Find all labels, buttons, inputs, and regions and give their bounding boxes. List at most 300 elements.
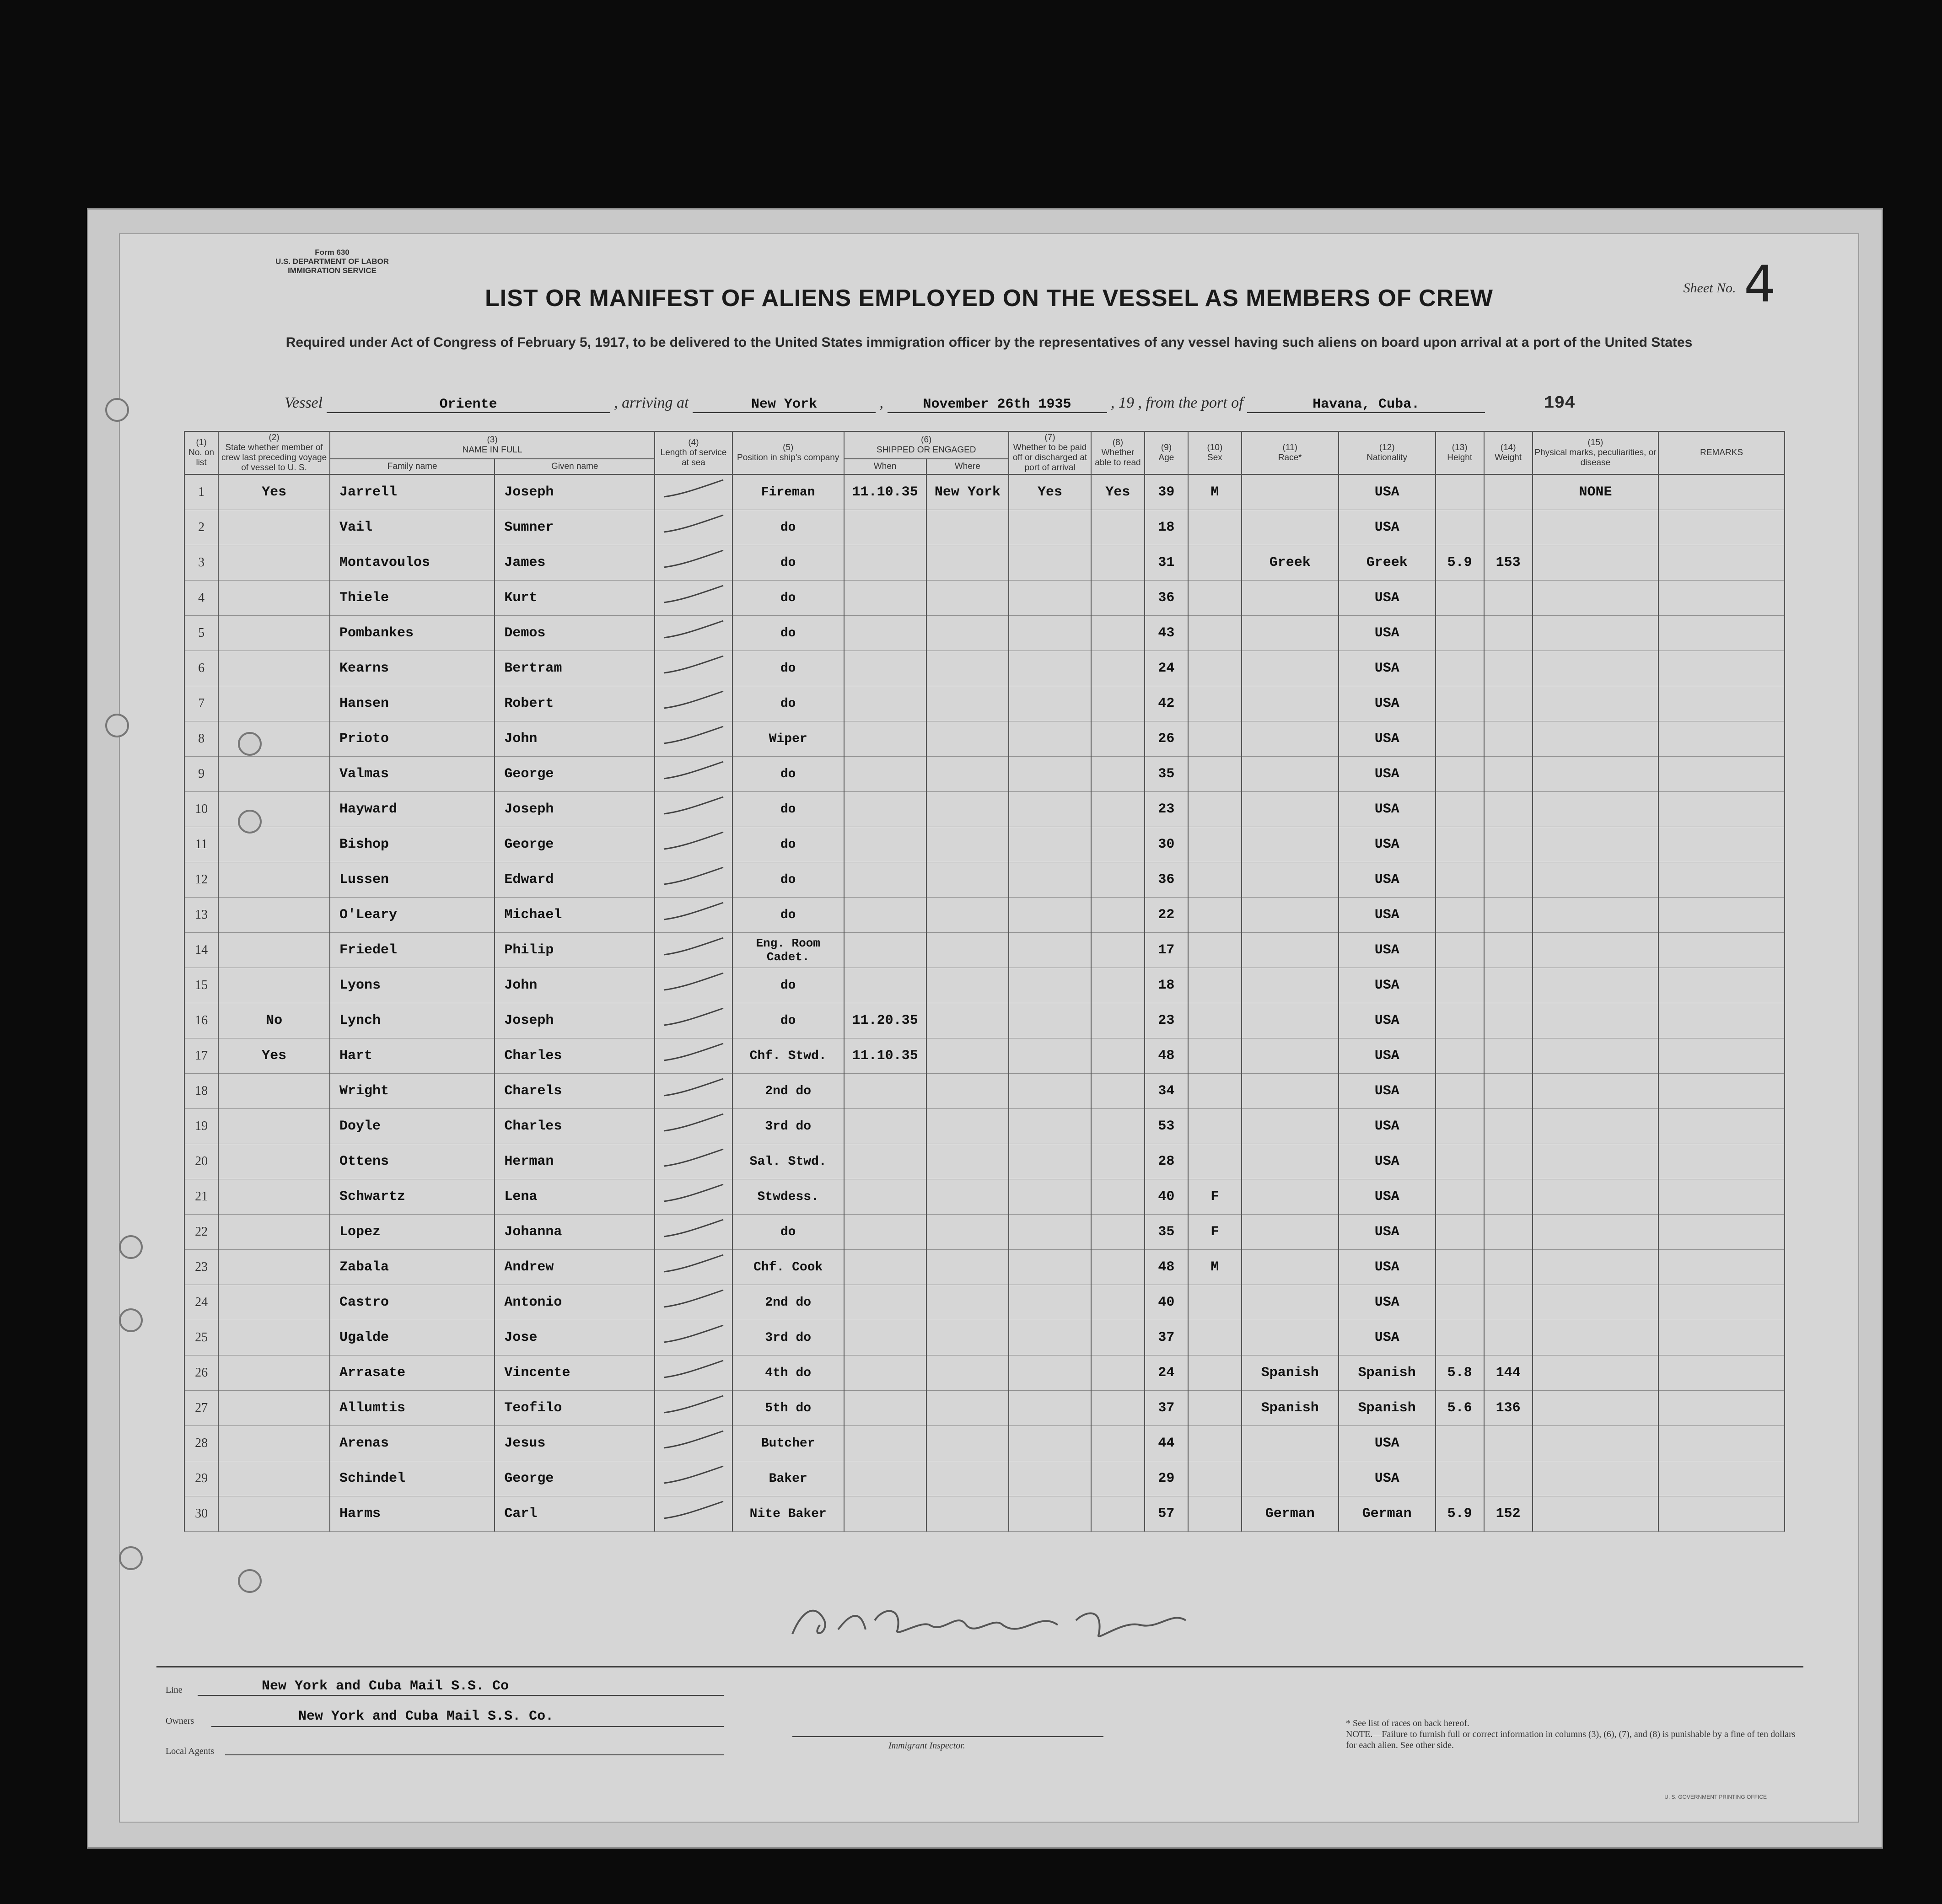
height-cell <box>1436 862 1484 898</box>
height-cell <box>1436 721 1484 757</box>
paid-off-cell <box>1009 581 1091 616</box>
table-row <box>184 1074 1785 1109</box>
given-name-cell: Robert <box>495 686 655 721</box>
family-name-cell: Arrasate <box>330 1355 495 1391</box>
remarks-cell <box>1658 1038 1785 1074</box>
row-number: 7 <box>184 686 218 721</box>
previous-voyage-cell <box>218 510 330 545</box>
nationality-cell: USA <box>1339 474 1436 510</box>
height-cell <box>1436 1285 1484 1320</box>
weight-cell <box>1484 1038 1533 1074</box>
table-row <box>184 1285 1785 1320</box>
race-cell <box>1242 686 1339 721</box>
table-row <box>184 616 1785 651</box>
family-name-cell: Hansen <box>330 686 495 721</box>
position-cell: do <box>732 686 844 721</box>
previous-voyage-cell <box>218 1496 330 1532</box>
previous-voyage-cell <box>218 933 330 968</box>
service-length-cell <box>655 1426 732 1461</box>
nationality-cell: USA <box>1339 510 1436 545</box>
shipped-when-cell <box>844 721 926 757</box>
year-label: , 19 <box>1111 394 1134 411</box>
shipped-when-cell: 11.10.35 <box>844 474 926 510</box>
row-number: 17 <box>184 1038 218 1074</box>
able-to-read-cell <box>1091 616 1145 651</box>
nationality-cell: USA <box>1339 1320 1436 1355</box>
race-cell <box>1242 510 1339 545</box>
family-name-cell: Lussen <box>330 862 495 898</box>
table-row <box>184 474 1785 510</box>
shipped-where-cell <box>926 1496 1009 1532</box>
able-to-read-cell <box>1091 1250 1145 1285</box>
nationality-cell: USA <box>1339 1179 1436 1215</box>
nationality-cell: USA <box>1339 757 1436 792</box>
sex-cell <box>1188 1109 1242 1144</box>
age-cell: 39 <box>1145 474 1188 510</box>
race-cell: Spanish <box>1242 1355 1339 1391</box>
binder-hole <box>238 810 262 834</box>
able-to-read-cell <box>1091 1109 1145 1144</box>
age-cell: 36 <box>1145 862 1188 898</box>
race-cell <box>1242 1320 1339 1355</box>
physical-marks-cell <box>1533 616 1659 651</box>
service-length-cell <box>655 757 732 792</box>
height-cell <box>1436 651 1484 686</box>
table-row <box>184 933 1785 968</box>
remarks-cell <box>1658 581 1785 616</box>
family-name-cell: Lyons <box>330 968 495 1003</box>
age-cell: 30 <box>1145 827 1188 862</box>
previous-voyage-cell <box>218 1355 330 1391</box>
shipped-when-cell <box>844 1391 926 1426</box>
physical-marks-cell <box>1533 1461 1659 1496</box>
age-cell: 31 <box>1145 545 1188 581</box>
physical-marks-cell <box>1533 1320 1659 1355</box>
service-length-cell <box>655 510 732 545</box>
paid-off-cell <box>1009 1355 1091 1391</box>
height-cell: 5.9 <box>1436 545 1484 581</box>
shipped-where-cell <box>926 757 1009 792</box>
remarks-cell <box>1658 545 1785 581</box>
paid-off-cell <box>1009 1074 1091 1109</box>
table-row <box>184 1461 1785 1496</box>
col-header-family-name: Family name <box>330 459 495 474</box>
physical-marks-cell <box>1533 1250 1659 1285</box>
position-cell: Butcher <box>732 1426 844 1461</box>
shipped-where-cell <box>926 827 1009 862</box>
paid-off-cell <box>1009 1038 1091 1074</box>
previous-voyage-cell <box>218 545 330 581</box>
table-row <box>184 898 1785 933</box>
nationality-cell: USA <box>1339 1426 1436 1461</box>
remarks-cell <box>1658 1109 1785 1144</box>
nationality-cell: USA <box>1339 721 1436 757</box>
physical-marks-cell: NONE <box>1533 474 1659 510</box>
previous-voyage-cell <box>218 827 330 862</box>
height-cell <box>1436 581 1484 616</box>
previous-voyage-cell <box>218 757 330 792</box>
remarks-cell <box>1658 510 1785 545</box>
remarks-cell <box>1658 721 1785 757</box>
service-length-cell <box>655 1144 732 1179</box>
able-to-read-cell <box>1091 792 1145 827</box>
race-cell <box>1242 757 1339 792</box>
family-name-cell: Ottens <box>330 1144 495 1179</box>
footer <box>156 1666 1803 1805</box>
from-label: , from the port of <box>1138 394 1243 411</box>
shipped-when-cell <box>844 862 926 898</box>
col-header-remarks: REMARKS <box>1658 431 1785 474</box>
form-identifier <box>275 248 389 275</box>
position-cell: do <box>732 757 844 792</box>
weight-cell <box>1484 1461 1533 1496</box>
race-cell <box>1242 968 1339 1003</box>
sex-cell <box>1188 757 1242 792</box>
voyage-line: Vessel Oriente , arriving at New York , November 26th 1935 , 19 , from the port of Havana, Cuba. 194 <box>285 393 1576 413</box>
col-header-service-length: (4) Length of service at sea <box>655 431 732 474</box>
age-cell: 48 <box>1145 1250 1188 1285</box>
col-header-paid-off: (7) Whether to be paid off or discharged at port of arrival <box>1009 431 1091 474</box>
service-length-cell <box>655 1215 732 1250</box>
shipped-when-cell <box>844 1461 926 1496</box>
row-number: 16 <box>184 1003 218 1038</box>
given-name-cell: Herman <box>495 1144 655 1179</box>
weight-cell <box>1484 510 1533 545</box>
vessel-name: Oriente <box>327 397 610 413</box>
table-row <box>184 686 1785 721</box>
table-row <box>184 1215 1785 1250</box>
previous-voyage-cell <box>218 1215 330 1250</box>
able-to-read-cell <box>1091 862 1145 898</box>
nationality-cell: USA <box>1339 1215 1436 1250</box>
given-name-cell: Lena <box>495 1179 655 1215</box>
able-to-read-cell <box>1091 686 1145 721</box>
column-header-row <box>184 431 1785 459</box>
weight-cell <box>1484 1179 1533 1215</box>
weight-cell <box>1484 721 1533 757</box>
shipped-where-cell <box>926 792 1009 827</box>
table-row <box>184 721 1785 757</box>
nationality-cell: USA <box>1339 1074 1436 1109</box>
paid-off-cell <box>1009 1109 1091 1144</box>
shipped-where-cell <box>926 1391 1009 1426</box>
paid-off-cell <box>1009 1391 1091 1426</box>
remarks-cell <box>1658 616 1785 651</box>
service-length-cell <box>655 898 732 933</box>
physical-marks-cell <box>1533 1391 1659 1426</box>
form-number: Form 630 <box>315 248 350 257</box>
height-cell: 5.9 <box>1436 1496 1484 1532</box>
able-to-read-cell <box>1091 1003 1145 1038</box>
line-label: Line <box>166 1685 183 1695</box>
sex-cell: F <box>1188 1215 1242 1250</box>
position-cell: do <box>732 616 844 651</box>
table-row <box>184 1426 1785 1461</box>
race-cell <box>1242 1074 1339 1109</box>
able-to-read-cell <box>1091 968 1145 1003</box>
family-name-cell: Prioto <box>330 721 495 757</box>
race-cell <box>1242 474 1339 510</box>
weight-cell <box>1484 474 1533 510</box>
service-length-cell <box>655 1461 732 1496</box>
previous-voyage-cell <box>218 581 330 616</box>
height-cell <box>1436 1215 1484 1250</box>
height-cell <box>1436 1144 1484 1179</box>
binder-hole <box>119 1235 143 1259</box>
shipped-when-cell <box>844 898 926 933</box>
weight-cell <box>1484 1215 1533 1250</box>
age-cell: 57 <box>1145 1496 1188 1532</box>
age-cell: 40 <box>1145 1179 1188 1215</box>
height-cell <box>1436 616 1484 651</box>
nationality-cell: USA <box>1339 686 1436 721</box>
row-number: 20 <box>184 1144 218 1179</box>
service-length-cell <box>655 1038 732 1074</box>
service-length-cell <box>655 1285 732 1320</box>
row-number: 18 <box>184 1074 218 1109</box>
family-name-cell: Hayward <box>330 792 495 827</box>
sex-cell <box>1188 545 1242 581</box>
physical-marks-cell <box>1533 1144 1659 1179</box>
shipped-where-cell <box>926 510 1009 545</box>
height-cell <box>1436 474 1484 510</box>
race-cell <box>1242 651 1339 686</box>
service-length-cell <box>655 1250 732 1285</box>
given-name-cell: John <box>495 968 655 1003</box>
row-number: 1 <box>184 474 218 510</box>
row-number: 26 <box>184 1355 218 1391</box>
position-cell: Nite Baker <box>732 1496 844 1532</box>
table-row <box>184 968 1785 1003</box>
position-cell: Eng. Room Cadet. <box>732 933 844 968</box>
age-cell: 18 <box>1145 968 1188 1003</box>
row-number: 29 <box>184 1461 218 1496</box>
position-cell: do <box>732 898 844 933</box>
paid-off-cell <box>1009 510 1091 545</box>
position-cell: do <box>732 545 844 581</box>
previous-voyage-cell <box>218 862 330 898</box>
shipped-where-cell <box>926 721 1009 757</box>
race-cell <box>1242 1038 1339 1074</box>
sheet-number-value: 4 <box>1744 255 1776 313</box>
position-cell: Wiper <box>732 721 844 757</box>
family-name-cell: Allumtis <box>330 1391 495 1426</box>
given-name-cell: Jose <box>495 1320 655 1355</box>
able-to-read-cell <box>1091 1038 1145 1074</box>
service-length-cell <box>655 933 732 968</box>
departure-port: Havana, Cuba. <box>1247 397 1485 413</box>
position-cell: do <box>732 968 844 1003</box>
remarks-cell <box>1658 968 1785 1003</box>
shipped-when-cell <box>844 827 926 862</box>
shipped-when-cell <box>844 1109 926 1144</box>
physical-marks-cell <box>1533 1496 1659 1532</box>
age-cell: 29 <box>1145 1461 1188 1496</box>
given-name-cell: Sumner <box>495 510 655 545</box>
age-cell: 24 <box>1145 1355 1188 1391</box>
previous-voyage-cell <box>218 686 330 721</box>
paid-off-cell <box>1009 1179 1091 1215</box>
able-to-read-cell <box>1091 1215 1145 1250</box>
shipped-where-cell: New York <box>926 474 1009 510</box>
paid-off-cell <box>1009 616 1091 651</box>
binder-hole <box>119 1308 143 1332</box>
remarks-cell <box>1658 1003 1785 1038</box>
col-header-physical-marks: (15) Physical marks, peculiarities, or disease <box>1533 431 1659 474</box>
given-name-cell: John <box>495 721 655 757</box>
height-cell <box>1436 898 1484 933</box>
height-cell <box>1436 1250 1484 1285</box>
given-name-cell: Teofilo <box>495 1391 655 1426</box>
position-cell: Chf. Stwd. <box>732 1038 844 1074</box>
sex-cell <box>1188 1003 1242 1038</box>
paid-off-cell <box>1009 968 1091 1003</box>
able-to-read-cell <box>1091 1426 1145 1461</box>
row-number: 23 <box>184 1250 218 1285</box>
able-to-read-cell <box>1091 510 1145 545</box>
table-row <box>184 1003 1785 1038</box>
weight-cell <box>1484 1320 1533 1355</box>
nationality-cell: USA <box>1339 1144 1436 1179</box>
sex-cell <box>1188 686 1242 721</box>
position-cell: do <box>732 651 844 686</box>
previous-voyage-cell <box>218 1144 330 1179</box>
previous-voyage-cell: No <box>218 1003 330 1038</box>
family-name-cell: Wright <box>330 1074 495 1109</box>
remarks-cell <box>1658 1215 1785 1250</box>
age-cell: 35 <box>1145 1215 1188 1250</box>
col-header-where: Where <box>926 459 1009 474</box>
position-cell: do <box>732 1003 844 1038</box>
race-cell <box>1242 1285 1339 1320</box>
family-name-cell: Harms <box>330 1496 495 1532</box>
given-name-cell: Vincente <box>495 1355 655 1391</box>
given-name-cell: Bertram <box>495 651 655 686</box>
weight-cell: 136 <box>1484 1391 1533 1426</box>
age-cell: 24 <box>1145 651 1188 686</box>
row-number: 19 <box>184 1109 218 1144</box>
physical-marks-cell <box>1533 898 1659 933</box>
shipped-where-cell <box>926 1320 1009 1355</box>
age-cell: 26 <box>1145 721 1188 757</box>
paid-off-cell <box>1009 1144 1091 1179</box>
nationality-cell: Spanish <box>1339 1355 1436 1391</box>
given-name-cell: Kurt <box>495 581 655 616</box>
nationality-cell: USA <box>1339 862 1436 898</box>
nationality-cell: Greek <box>1339 545 1436 581</box>
row-number: 12 <box>184 862 218 898</box>
sex-cell <box>1188 1320 1242 1355</box>
physical-marks-cell <box>1533 510 1659 545</box>
able-to-read-cell <box>1091 1355 1145 1391</box>
weight-cell <box>1484 968 1533 1003</box>
height-cell <box>1436 1426 1484 1461</box>
service-length-cell <box>655 1355 732 1391</box>
race-cell <box>1242 1179 1339 1215</box>
row-number: 8 <box>184 721 218 757</box>
arriving-port: New York <box>693 397 876 413</box>
remarks-cell <box>1658 1426 1785 1461</box>
position-cell: 4th do <box>732 1355 844 1391</box>
age-cell: 22 <box>1145 898 1188 933</box>
previous-voyage-cell <box>218 1426 330 1461</box>
table-row <box>184 1250 1785 1285</box>
position-cell: do <box>732 862 844 898</box>
sex-cell: M <box>1188 474 1242 510</box>
sex-cell <box>1188 1074 1242 1109</box>
printer-imprint: U. S. GOVERNMENT PRINTING OFFICE <box>1664 1794 1767 1800</box>
physical-marks-cell <box>1533 862 1659 898</box>
family-name-cell: Bishop <box>330 827 495 862</box>
page-subtitle: Required under Act of Congress of February 5, 1917, to be delivered to the United States immigration officer by the representatives of any vessel having such aliens on board upon arrival at a port of the United States <box>285 335 1693 350</box>
shipped-where-cell <box>926 1250 1009 1285</box>
row-number: 30 <box>184 1496 218 1532</box>
race-note: * See list of races on back hereof. <box>1346 1718 1469 1728</box>
given-name-cell: Carl <box>495 1496 655 1532</box>
shipped-when-cell: 11.10.35 <box>844 1038 926 1074</box>
shipped-where-cell <box>926 1109 1009 1144</box>
shipped-when-cell <box>844 1426 926 1461</box>
table-row <box>184 792 1785 827</box>
race-cell <box>1242 827 1339 862</box>
physical-marks-cell <box>1533 1355 1659 1391</box>
age-cell: 23 <box>1145 792 1188 827</box>
given-name-cell: Philip <box>495 933 655 968</box>
previous-voyage-cell <box>218 1109 330 1144</box>
position-cell: Baker <box>732 1461 844 1496</box>
shipped-where-cell <box>926 651 1009 686</box>
physical-marks-cell <box>1533 686 1659 721</box>
table-row <box>184 1179 1785 1215</box>
sex-cell <box>1188 651 1242 686</box>
family-name-cell: Castro <box>330 1285 495 1320</box>
shipped-where-cell <box>926 968 1009 1003</box>
race-cell <box>1242 792 1339 827</box>
row-number: 27 <box>184 1391 218 1426</box>
shipped-when-cell: 11.20.35 <box>844 1003 926 1038</box>
binder-hole <box>105 398 129 422</box>
col-header-position: (5) Position in ship's company <box>732 431 844 474</box>
paid-off-cell <box>1009 545 1091 581</box>
sex-cell <box>1188 1461 1242 1496</box>
height-cell: 5.8 <box>1436 1355 1484 1391</box>
col-header-read: (8) Whether able to read <box>1091 431 1145 474</box>
weight-cell <box>1484 757 1533 792</box>
remarks-cell <box>1658 1391 1785 1426</box>
footer-notes <box>1346 1718 1803 1751</box>
row-number: 3 <box>184 545 218 581</box>
position-cell: 5th do <box>732 1391 844 1426</box>
given-name-cell: George <box>495 1461 655 1496</box>
race-cell <box>1242 616 1339 651</box>
race-cell <box>1242 1461 1339 1496</box>
age-cell: 44 <box>1145 1426 1188 1461</box>
remarks-cell <box>1658 1074 1785 1109</box>
row-number: 25 <box>184 1320 218 1355</box>
nationality-cell: USA <box>1339 1285 1436 1320</box>
nationality-cell: USA <box>1339 827 1436 862</box>
binder-hole <box>119 1546 143 1570</box>
table-row <box>184 757 1785 792</box>
col-header-height: (13) Height <box>1436 431 1484 474</box>
remarks-cell <box>1658 474 1785 510</box>
height-cell <box>1436 1038 1484 1074</box>
remarks-cell <box>1658 827 1785 862</box>
shipped-when-cell <box>844 616 926 651</box>
given-name-cell: George <box>495 827 655 862</box>
shipped-when-cell <box>844 686 926 721</box>
paid-off-cell <box>1009 1215 1091 1250</box>
